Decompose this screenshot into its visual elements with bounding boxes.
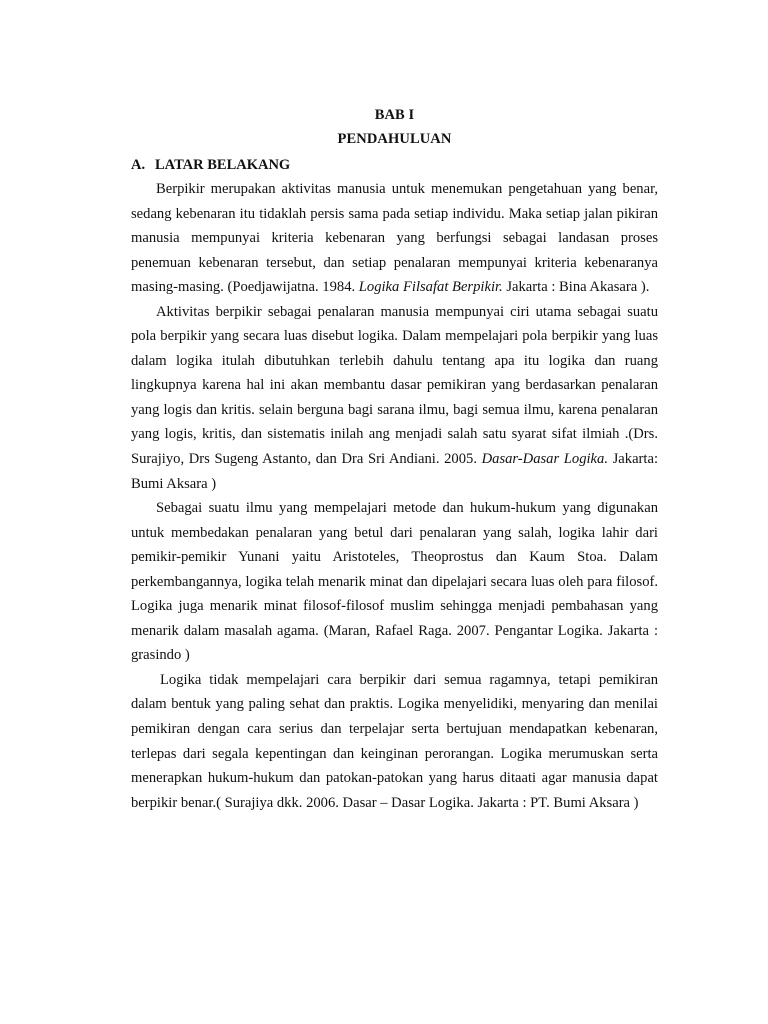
paragraph-text: Jakarta: Bumi Aksara ) [131,451,658,492]
paragraph [131,177,658,300]
paragraph-text: Logika tidak mempelajari cara berpikir dari semua ragamnya, tetapi pemikiran dalam bentuk yang paling sehat dan praktis. Logika menyelidiki, menyaring dan menilai pemikiran dengan cara serius dan terpelajar serta bertujuan mendapatkan kebenaran, terlepas dari segala kepentingan dan keinginan perorangan. Logika merumuskan serta menerapkan hukum-hukum dan patokan-patokan yang harus ditaati agar manusia dapat berpikir benar.( Surajiya dkk. 2006. Dasar – Dasar Logika. Jakarta : PT. Bumi Aksara ) [131,671,658,811]
paragraph-text: Sebagai suatu ilmu yang mempelajari metode dan hukum-hukum yang digunakan untuk membedakan penalaran yang betul dari penalaran yang salah, logika lahir dari pemikir-pemikir Yunani yaitu Aristoteles, Theoprostus dan Kaum Stoa. Dalam perkembangannya, logika telah menarik minat dan dipelajari secara luas oleh para filosof. Logika juga menarik minat filosof-filosof muslim sehingga menjadi pembahasan yang menarik dalam masalah agama. (Maran, Rafael Raga. 2007. Pengantar Logika. Jakarta : grasindo ) [131,500,658,664]
chapter-number: BAB I [374,107,415,123]
paragraph [131,668,658,815]
paragraph [131,496,658,668]
paragraph-text: Berpikir merupakan aktivitas manusia untuk menemukan pengetahuan yang benar, sedang kebenaran itu tidaklah persis sama pada setiap individu. Maka setiap jalan pikiran manusia mempunyai kriteria kebenaran yang berfungsi sebagai landasan proses penemuan kebenaran tersebut, dan setiap penalaran mempunyai kriteria kebenaranya masing-masing. (Poedjawijatna. 1984. [131,181,658,296]
citation-title: Dasar-Dasar Logika. [481,451,608,468]
section-number: A. [131,157,146,173]
section-title: LATAR BELAKANG [155,157,291,173]
paragraph [131,300,658,496]
citation-title: Logika Filsafat Berpikir. [358,279,503,296]
chapter-title: PENDAHULUAN [337,131,452,147]
section-heading [131,153,658,177]
paragraph-text: Aktivitas berpikir sebagai penalaran manusia mempunyai ciri utama sebagai suatu pola berpikir yang secara luas disebut logika. Dalam mempelajari pola berpikir yang luas dalam logika itulah dibutuhkan terlebih dahulu tentang apa itu logika dan ruang lingkupnya karena hal ini akan membantu dasar pemikiran yang berdasarkan penalaran yang logis dan kritis. selain berguna bagi sarana ilmu, bagi semua ilmu, karena penalaran yang logis, kritis, dan sistematis inilah ang menjadi salah satu syarat sifat ilmiah .(Drs. Surajiyo, Drs Sugeng Astanto, dan Dra Sri Andiani. 2005. [131,303,658,468]
page-content [131,103,658,815]
paragraph-text: Jakarta : Bina Akasara ). [502,279,650,296]
